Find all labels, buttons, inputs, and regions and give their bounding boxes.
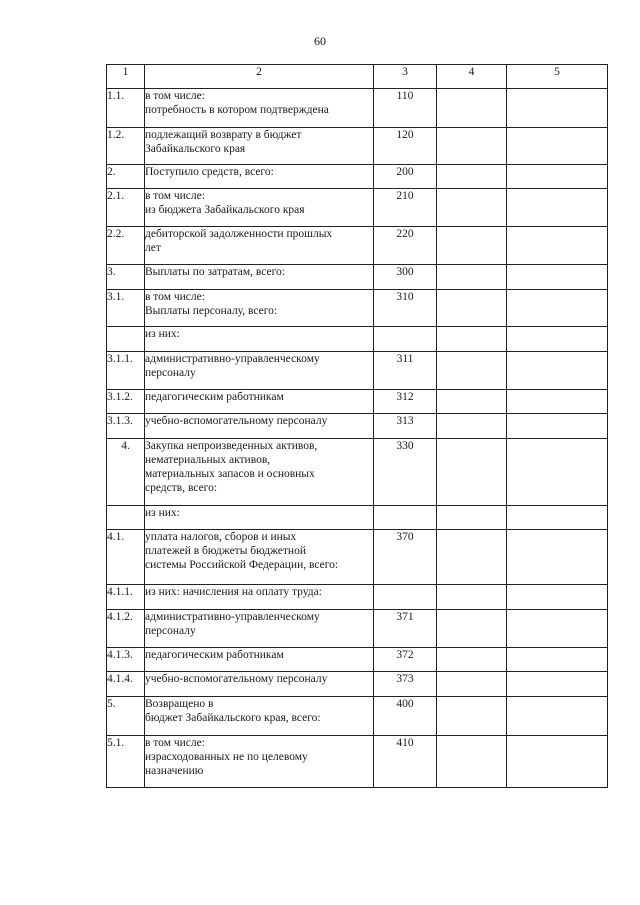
row-label-cell [145,265,374,290]
row-code-cell: 370 [374,530,437,585]
row-col4-cell [437,736,507,788]
row-col5-cell [507,390,608,414]
row-label-cell [145,530,374,585]
table-row [107,736,608,788]
row-label-line: в том числе: [145,90,205,102]
row-label-cell [145,697,374,736]
row-label-line: учебно-вспомогательному персоналу [145,673,328,685]
table-row [107,89,608,128]
row-label-line: бюджет Забайкальского края, всего: [145,712,321,724]
table-row [107,290,608,327]
row-col5-cell [507,128,608,165]
row-number-cell: 3. [107,265,145,290]
row-col5-cell [507,265,608,290]
row-number-cell: 4.1.4. [107,672,145,697]
row-col4-cell [437,89,507,128]
row-number-cell: 1.1. [107,89,145,128]
row-label-line: Возвращено в [145,698,214,710]
row-label-cell [145,610,374,648]
table-row [107,585,608,610]
row-label-cell [145,506,374,530]
row-label-line: Поступило средств, всего: [145,166,274,178]
row-number-cell: 4.1.2. [107,610,145,648]
row-code-cell: 200 [374,165,437,189]
row-col4-cell [437,165,507,189]
row-number-cell [107,327,145,352]
row-code-cell: 120 [374,128,437,165]
row-label-cell [145,165,374,189]
row-col4-cell [437,128,507,165]
row-col4-cell [437,265,507,290]
row-col4-cell [437,610,507,648]
row-code-cell [374,506,437,530]
row-label-line: в том числе: [145,190,205,202]
row-label-line: уплата налогов, сборов и иных [145,531,297,543]
row-col5-cell [507,530,608,585]
row-col5-cell [507,672,608,697]
row-number-cell: 4.1. [107,530,145,585]
row-label-cell [145,648,374,672]
row-code-cell [374,327,437,352]
table-row [107,265,608,290]
table-row [107,697,608,736]
table-row [107,414,608,439]
row-number-cell: 4. [107,439,145,506]
row-col4-cell [437,352,507,390]
row-col5-cell [507,227,608,265]
row-col4-cell [437,189,507,227]
row-code-cell: 313 [374,414,437,439]
row-code-cell: 310 [374,290,437,327]
row-code-cell: 400 [374,697,437,736]
row-number-cell: 3.1.1. [107,352,145,390]
row-code-cell: 372 [374,648,437,672]
header-cell-1: 1 [107,65,145,89]
row-label-cell [145,672,374,697]
row-code-cell: 371 [374,610,437,648]
row-col5-cell [507,648,608,672]
row-col5-cell [507,506,608,530]
row-label-line: педагогическим работникам [145,391,284,403]
table-row [107,648,608,672]
row-code-cell: 312 [374,390,437,414]
row-col5-cell [507,290,608,327]
table-row [107,189,608,227]
row-number-cell: 5. [107,697,145,736]
row-col4-cell [437,506,507,530]
row-label-line: подлежащий возврату в бюджет [145,129,302,141]
table-row [107,352,608,390]
row-label-cell [145,128,374,165]
table-row [107,227,608,265]
page-number: 60 [314,34,326,48]
header-cell-2: 2 [145,65,374,89]
row-label-line: назначению [145,765,204,777]
row-label-line: Выплаты персоналу, всего: [145,305,278,317]
row-label-line: из них: [145,328,180,340]
row-col5-cell [507,610,608,648]
row-label-cell [145,390,374,414]
row-label-line: из них: [145,507,180,519]
row-number-cell: 4.1.1. [107,585,145,610]
row-label-line: средств, всего: [145,482,218,494]
row-label-cell [145,736,374,788]
report-table [106,64,608,788]
row-col4-cell [437,648,507,672]
row-col5-cell [507,736,608,788]
table-header-row [107,65,608,89]
row-label-cell [145,290,374,327]
row-number-cell: 4.1.3. [107,648,145,672]
row-number-cell: 3.1.2. [107,390,145,414]
row-label-cell [145,89,374,128]
row-code-cell [374,585,437,610]
row-label-line: в том числе: [145,291,205,303]
table-row [107,530,608,585]
table-row [107,610,608,648]
table-row [107,128,608,165]
row-code-cell: 110 [374,89,437,128]
row-label-line: материальных запасов и основных [145,468,315,480]
row-col5-cell [507,697,608,736]
header-cell-3: 3 [374,65,437,89]
row-label-cell [145,439,374,506]
row-col5-cell [507,327,608,352]
row-code-cell: 410 [374,736,437,788]
row-number-cell: 2.1. [107,189,145,227]
table-row [107,327,608,352]
row-label-cell [145,189,374,227]
row-label-line: Закупка непроизведенных активов, [145,440,318,452]
row-code-cell: 311 [374,352,437,390]
table-row [107,165,608,189]
row-code-cell: 210 [374,189,437,227]
row-col5-cell [507,165,608,189]
row-label-cell [145,414,374,439]
row-label-line: учебно-вспомогательному персоналу [145,415,328,427]
row-label-line: персоналу [145,367,196,379]
row-col5-cell [507,189,608,227]
row-col4-cell [437,530,507,585]
table-row [107,439,608,506]
row-col4-cell [437,290,507,327]
row-col4-cell [437,327,507,352]
row-col4-cell [437,697,507,736]
table-row [107,672,608,697]
row-number-cell: 1.2. [107,128,145,165]
row-label-line: административно-управленческому [145,353,320,365]
row-code-cell: 220 [374,227,437,265]
row-col4-cell [437,585,507,610]
row-label-line: Выплаты по затратам, всего: [145,266,285,278]
row-label-line: Забайкальского края [145,143,246,155]
row-col5-cell [507,439,608,506]
row-col5-cell [507,585,608,610]
row-label-cell [145,327,374,352]
row-col4-cell [437,672,507,697]
row-number-cell: 3.1. [107,290,145,327]
row-label-line: в том числе: [145,737,205,749]
row-label-cell [145,585,374,610]
row-col4-cell [437,227,507,265]
row-label-line: дебиторской задолженности прошлых [145,228,333,240]
row-label-line: лет [145,242,161,254]
row-col5-cell [507,89,608,128]
row-label-line: нематериальных активов, [145,454,271,466]
row-label-line: из бюджета Забайкальского края [145,204,305,216]
row-col5-cell [507,352,608,390]
row-label-line: административно-управленческому [145,611,320,623]
row-col5-cell [507,414,608,439]
row-number-cell: 2. [107,165,145,189]
row-code-cell: 373 [374,672,437,697]
row-number-cell: 5.1. [107,736,145,788]
row-label-line: педагогическим работникам [145,649,284,661]
row-col4-cell [437,390,507,414]
row-number-cell: 3.1.3. [107,414,145,439]
row-label-line: потребность в котором подтверждена [145,104,329,116]
row-label-line: израсходованных не по целевому [145,751,308,763]
table-row [107,390,608,414]
row-col4-cell [437,414,507,439]
row-label-line: системы Российской Федерации, всего: [145,559,339,571]
row-number-cell [107,506,145,530]
row-code-cell: 300 [374,265,437,290]
table-row [107,506,608,530]
row-label-line: из них: начисления на оплату труда: [145,586,322,598]
row-number-cell: 2.2. [107,227,145,265]
row-label-line: платежей в бюджеты бюджетной [145,545,306,557]
row-label-cell [145,352,374,390]
row-code-cell: 330 [374,439,437,506]
row-col4-cell [437,439,507,506]
header-cell-5: 5 [507,65,608,89]
row-label-line: персоналу [145,625,196,637]
header-cell-4: 4 [437,65,507,89]
row-label-cell [145,227,374,265]
